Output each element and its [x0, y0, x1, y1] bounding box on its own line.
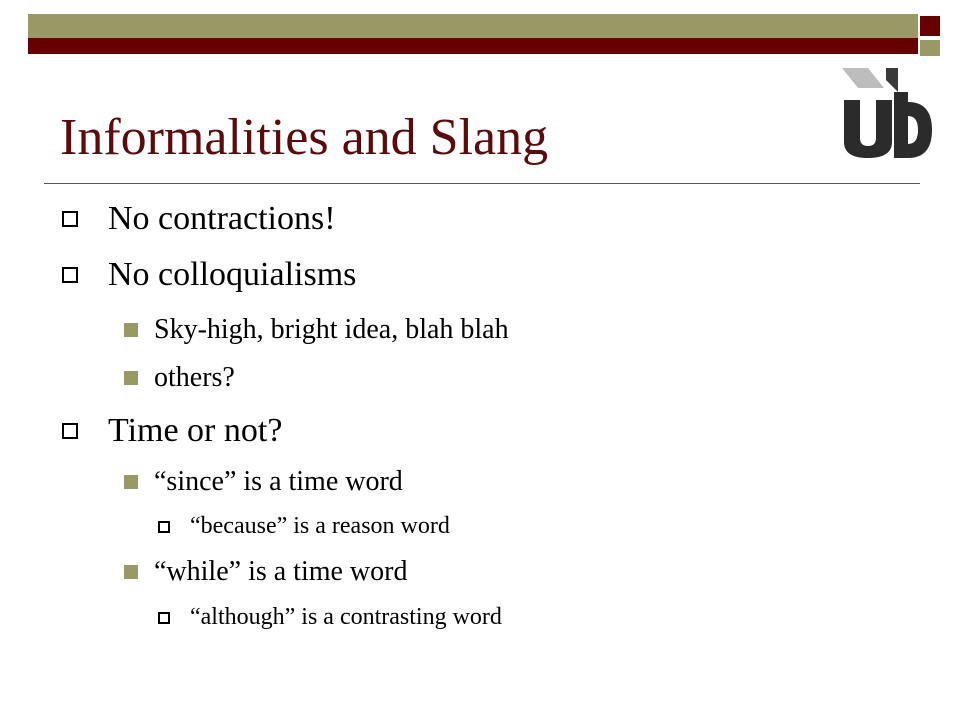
bullet-text: “because” is a reason word	[190, 513, 450, 539]
filled-square-bullet-icon	[124, 323, 138, 337]
bullet-text: “since” is a time word	[154, 466, 403, 497]
sub-bullet-item	[124, 362, 235, 394]
sub-sub-bullet-item	[158, 513, 450, 540]
hollow-square-bullet-icon	[62, 423, 78, 439]
hollow-square-bullet-icon	[158, 521, 170, 533]
sub-sub-bullet-item	[158, 604, 502, 631]
filled-square-bullet-icon	[124, 475, 138, 489]
hollow-square-bullet-icon	[62, 211, 78, 227]
sub-bullet-item	[124, 314, 509, 346]
bullet-item	[62, 256, 356, 294]
bullet-item	[62, 412, 282, 450]
sub-bullet-item	[124, 466, 403, 498]
hollow-square-bullet-icon	[62, 267, 78, 283]
hollow-square-bullet-icon	[158, 612, 170, 624]
sub-bullet-item	[124, 556, 407, 588]
bullet-text: No colloquialisms	[108, 256, 357, 293]
filled-square-bullet-icon	[124, 371, 138, 385]
bullet-item	[62, 200, 336, 238]
filled-square-bullet-icon	[124, 565, 138, 579]
bullet-text: Sky-high, bright idea, blah blah	[154, 314, 509, 345]
bullet-text: Time or not?	[108, 412, 283, 449]
bullet-text: “while” is a time word	[154, 556, 408, 587]
slide-title: Informalities and Slang	[60, 109, 549, 166]
bullet-text: others?	[154, 362, 235, 393]
bullet-text: No contractions!	[108, 200, 336, 237]
bullet-text: “although” is a contrasting word	[190, 604, 502, 630]
